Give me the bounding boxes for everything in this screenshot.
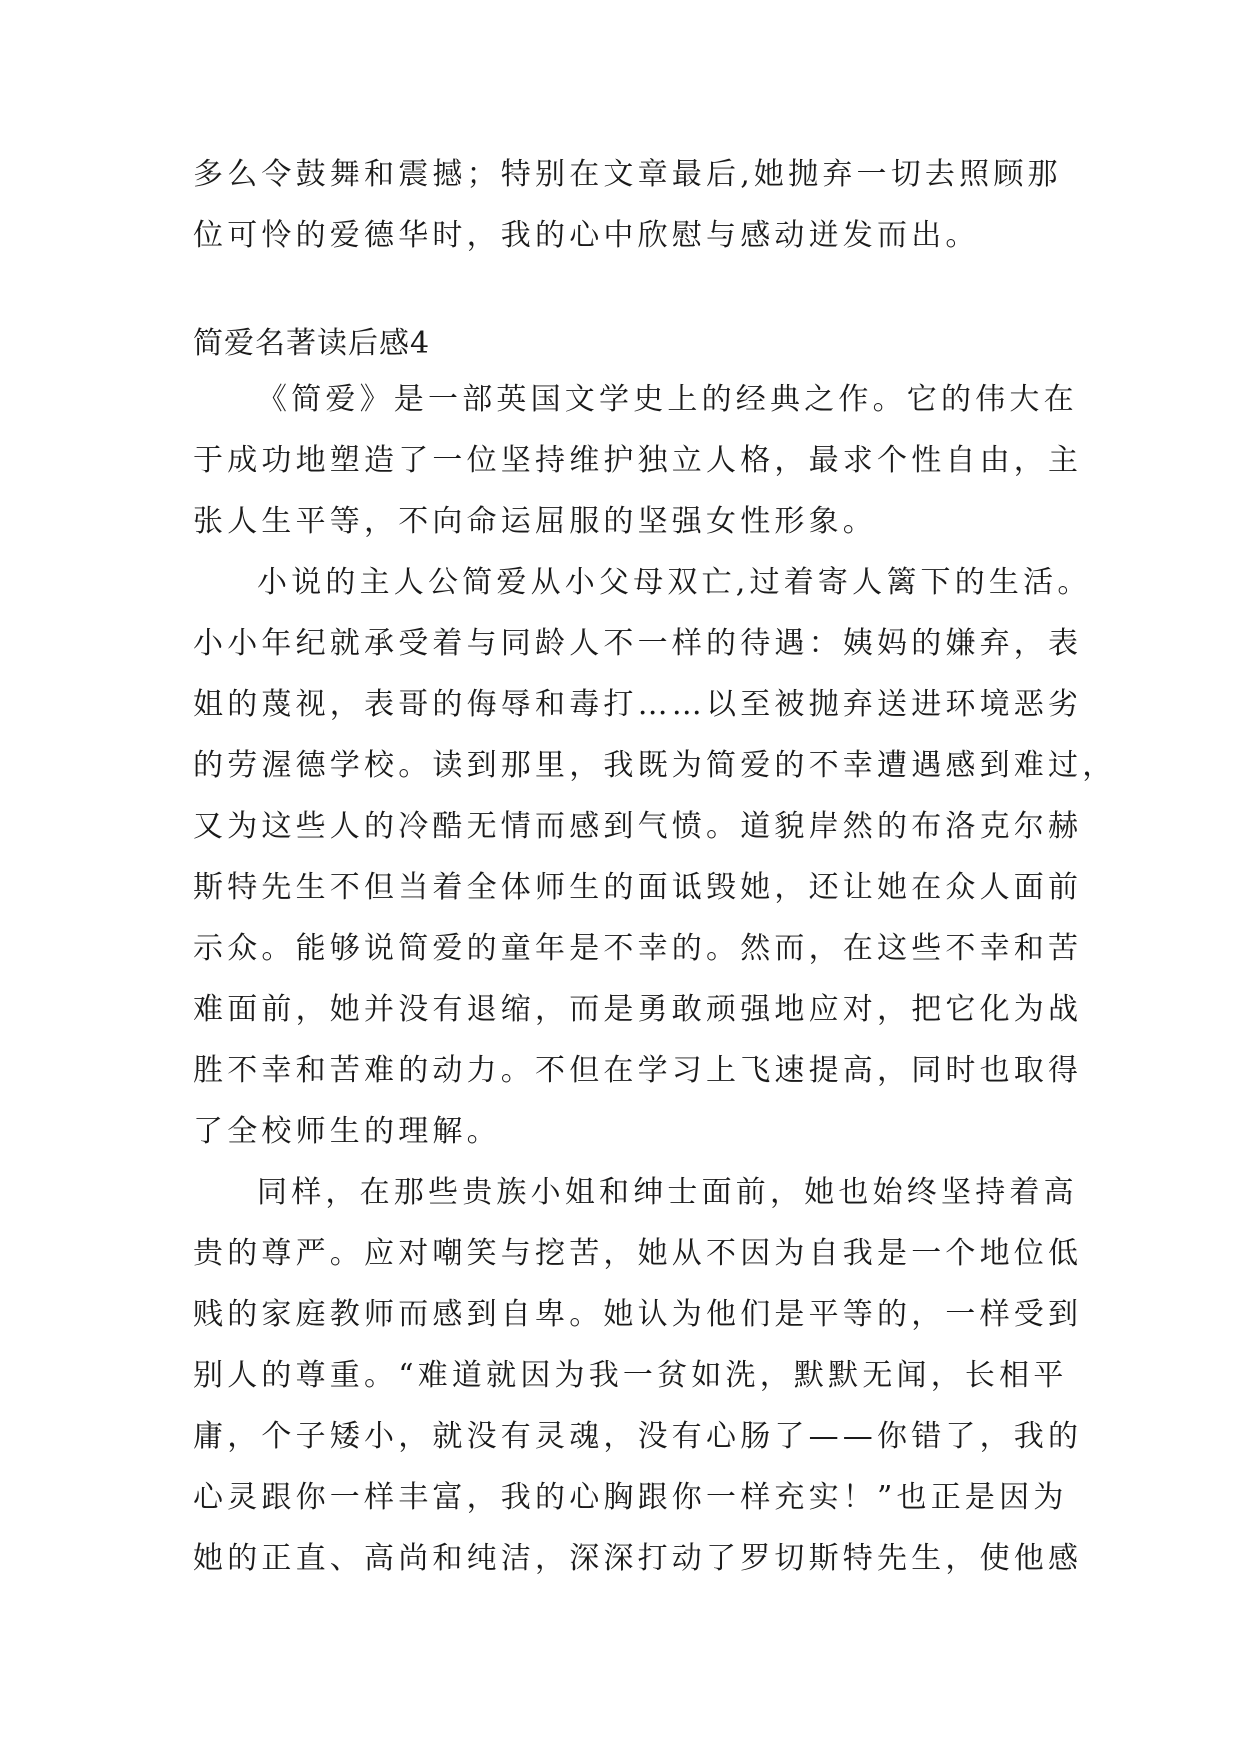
text-line: 胜不幸和苦难的动力。不但在学习上飞速提高，同时也取得 (193, 1053, 1083, 1088)
text-line: 张人生平等，不向命运屈服的坚强女性形象。 (193, 504, 877, 539)
text-line: 《简爱》是一部英国文学史上的经典之作。它的伟大在 (257, 382, 1078, 417)
text-line: 同样，在那些贵族小姐和绅士面前，她也始终坚持着高 (257, 1175, 1078, 1210)
text-line: 小说的主人公简爱从小父母双亡,过着寄人篱下的生活。 (257, 565, 1092, 600)
document-page (193, 157, 1117, 1605)
text-line: 别人的尊重。“难道就因为我一贫如洗，默默无闻，长相平 (193, 1358, 1068, 1393)
section-title: 简爱名著读后感4 (193, 326, 431, 361)
text-line: 难面前，她并没有退缩，而是勇敢顽强地应对，把它化为战 (193, 992, 1083, 1027)
intro-paragraph (193, 157, 1062, 282)
text-line: 多么令鼓舞和震撼；特别在文章最后,她抛弃一切去照顾那 (193, 157, 1062, 192)
text-line: 斯特先生不但当着全体师生的面诋毁她，还让她在众人面前 (193, 870, 1083, 905)
text-line: 庸，个子矮小，就没有灵魂，没有心肠了——你错了，我的 (193, 1419, 1083, 1454)
text-line: 于成功地塑造了一位坚持维护独立人格，最求个性自由，主 (193, 443, 1083, 478)
text-line: 示众。能够说简爱的童年是不幸的。然而，在这些不幸和苦 (193, 931, 1083, 966)
text-line: 姐的蔑视，表哥的侮辱和毒打……以至被抛弃送进环境恶劣 (193, 687, 1083, 722)
text-line: 心灵跟你一样丰富，我的心胸跟你一样充实！”也正是因为 (193, 1480, 1068, 1515)
text-line: 贵的尊严。应对嘲笑与挖苦，她从不因为自我是一个地位低 (193, 1236, 1083, 1271)
text-line: 小小年纪就承受着与同龄人不一样的待遇：姨妈的嫌弃，表 (193, 626, 1083, 661)
text-line: 又为这些人的冷酷无情而感到气愤。道貌岸然的布洛克尔赫 (193, 809, 1083, 844)
text-line: 了全校师生的理解。 (193, 1114, 501, 1149)
text-line: 位可怜的爱德华时，我的心中欣慰与感动迸发而出。 (193, 218, 980, 253)
paragraph-gap (193, 282, 1053, 329)
paragraph-2 (193, 565, 1117, 1178)
text-line: 贱的家庭教师而感到自卑。她认为他们是平等的，一样受到 (193, 1297, 1083, 1332)
text-line: 的劳渥德学校。读到那里，我既为简爱的不幸遭遇感到难过， (193, 748, 1117, 783)
text-line: 她的正直、高尚和纯洁，深深打动了罗切斯特先生，使他感 (193, 1541, 1083, 1576)
paragraph-3 (193, 1175, 1083, 1605)
paragraph-1 (193, 382, 1083, 568)
